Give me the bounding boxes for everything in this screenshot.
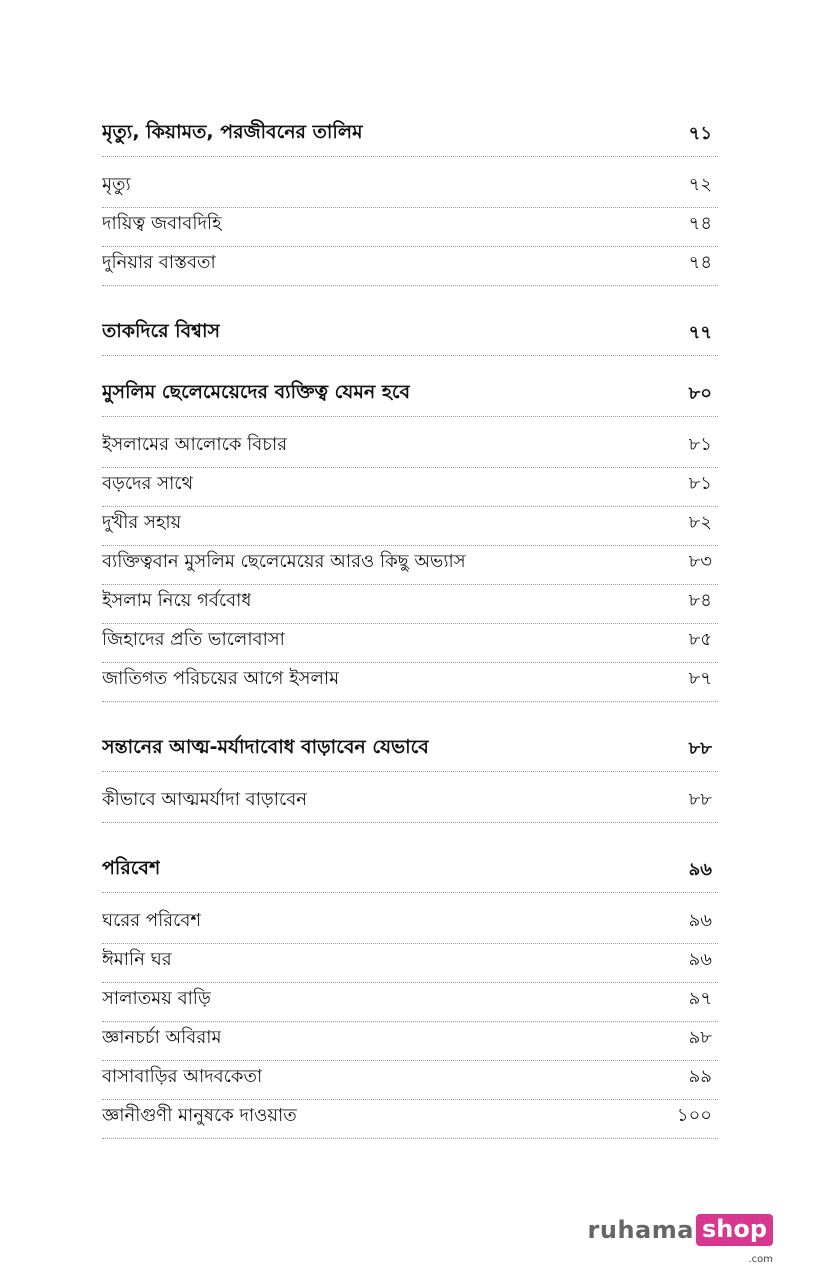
toc-chapter-row (102, 378, 718, 417)
logo-shop-badge (696, 1214, 773, 1265)
page-number: ৯৬ (688, 910, 712, 931)
section-title: ইসলাম নিয়ে গর্ববোধ (102, 590, 252, 611)
toc-chapter-row (102, 317, 718, 356)
chapter-title: পরিবেশ (102, 857, 161, 879)
page-number: ৯৯ (688, 1066, 712, 1087)
toc-chapter-row (102, 118, 718, 157)
toc-section-row (102, 247, 718, 286)
page-number: ৮২ (688, 512, 712, 533)
publisher-logo (587, 1214, 773, 1265)
toc-section-row (102, 468, 718, 507)
toc-section-row (102, 944, 718, 983)
section-title: বাসাবাড়ির আদবকেতা (102, 1066, 263, 1087)
toc-section-row (102, 169, 718, 208)
page-number: ৮৮ (688, 789, 712, 810)
page-number: ৮৮ (688, 738, 712, 759)
page-number: ৭১ (688, 123, 712, 144)
page-number: ৮০ (688, 383, 712, 404)
page-number: ৮৭ (688, 668, 712, 689)
page-number: ৯৭ (688, 988, 712, 1009)
page-number: ৮৫ (688, 629, 712, 650)
page-number: ১০০ (676, 1105, 712, 1126)
page-number: ৮১ (688, 473, 712, 494)
section-title: জাতিগত পরিচয়ের আগে ইসলাম (102, 668, 340, 689)
page-number: ৭৭ (688, 322, 712, 343)
chapter-title: সন্তানের আত্ম-মর্যাদাবোধ বাড়াবেন যেভাবে (102, 736, 429, 758)
section-title: ব্যক্তিত্ববান মুসলিম ছেলেমেয়ের আরও কিছু অভ্যাস (102, 551, 466, 572)
page-number: ৭৪ (688, 213, 712, 234)
section-title: জ্ঞানীগুণী মানুষকে দাওয়াত (102, 1105, 297, 1126)
logo-domain: .com (748, 1254, 773, 1265)
chapter-title: মুসলিম ছেলেমেয়েদের ব্যক্তিত্ব যেমন হবে (102, 381, 411, 403)
toc-section-row (102, 1022, 718, 1061)
toc-section-row (102, 663, 718, 702)
toc-section-row (102, 507, 718, 546)
toc-section-row (102, 546, 718, 585)
toc-section-row (102, 585, 718, 624)
section-title: সালাতময় বাড়ি (102, 988, 211, 1009)
logo-shop-text: shop (701, 1215, 767, 1243)
section-title: ঘরের পরিবেশ (102, 910, 202, 931)
page-number: ৮১ (688, 434, 712, 455)
page-number: ৭২ (688, 174, 712, 195)
toc-section-row (102, 429, 718, 468)
section-title: বড়দের সাথে (102, 473, 194, 494)
toc-section-row (102, 1061, 718, 1100)
page-number: ৭৪ (688, 252, 712, 273)
section-title: জ্ঞানচর্চা অবিরাম (102, 1027, 222, 1048)
toc-section-row (102, 208, 718, 247)
toc-section-row (102, 1100, 718, 1139)
logo-wordmark: ruhama (587, 1216, 694, 1244)
section-title: মৃত্যু (102, 174, 131, 195)
page-number: ৮৪ (688, 590, 712, 611)
page-number: ৯৮ (688, 1027, 712, 1048)
toc-section-row (102, 905, 718, 944)
section-title: দুনিয়ার বাস্তবতা (102, 252, 216, 273)
chapter-title: তাকদিরে বিশ্বাস (102, 320, 221, 342)
table-of-contents (102, 118, 718, 1139)
section-title: কীভাবে আত্মমর্যাদা বাড়াবেন (102, 789, 307, 810)
toc-section-row (102, 624, 718, 663)
page-number: ৯৬ (688, 949, 712, 970)
toc-section-row (102, 983, 718, 1022)
section-title: জিহাদের প্রতি ভালোবাসা (102, 629, 285, 650)
section-title: দুখীর সহায় (102, 512, 182, 533)
toc-chapter-row (102, 733, 718, 772)
toc-section-row (102, 784, 718, 823)
page-number: ৯৬ (688, 859, 712, 880)
section-title: ঈমানি ঘর (102, 949, 172, 970)
chapter-title: মৃত্যু, কিয়ামত, পরজীবনের তালিম (102, 121, 363, 143)
page-number: ৮৩ (688, 551, 712, 572)
section-title: ইসলামের আলোকে বিচার (102, 434, 288, 455)
toc-chapter-row (102, 854, 718, 893)
section-title: দায়িত্ব জবাবদিহি (102, 213, 222, 234)
